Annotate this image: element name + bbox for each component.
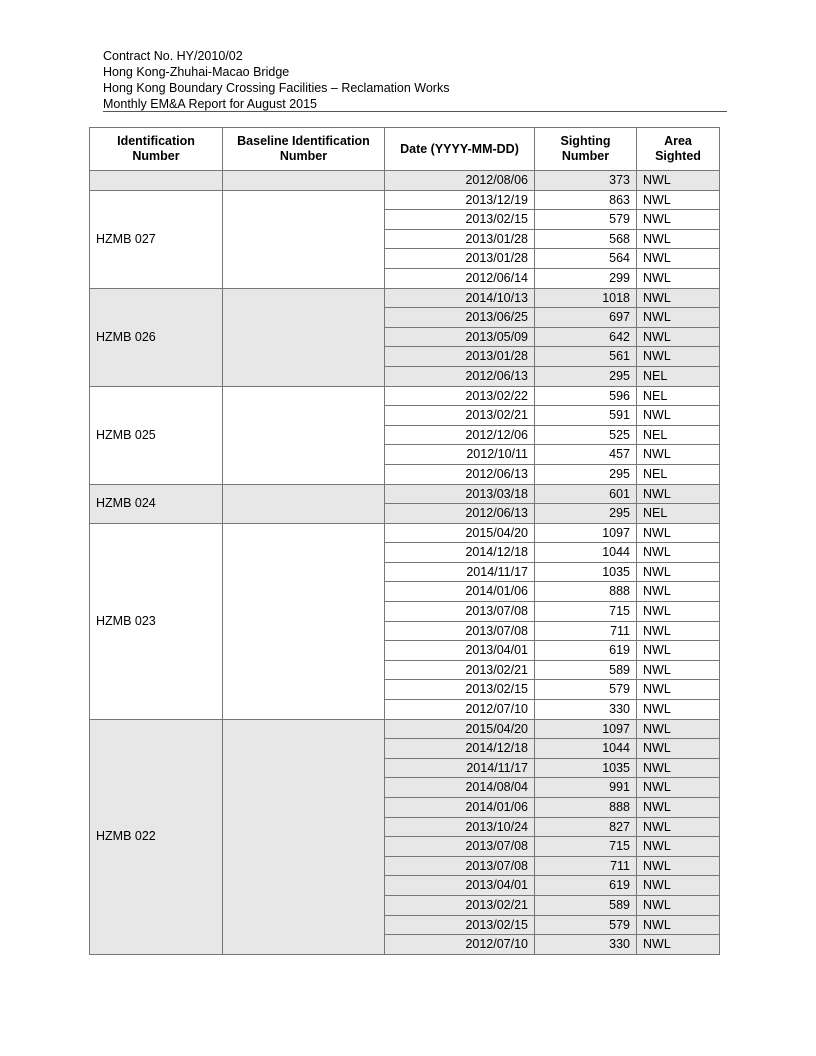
area-sighted-cell: NWL bbox=[637, 288, 720, 308]
baseline-identification-cell bbox=[223, 386, 385, 484]
date-cell: 2014/01/06 bbox=[385, 582, 535, 602]
date-cell: 2013/04/01 bbox=[385, 876, 535, 896]
sighting-number-cell: 373 bbox=[535, 171, 637, 191]
col-header-identification-number: Identification Number bbox=[90, 128, 223, 171]
date-cell: 2014/11/17 bbox=[385, 562, 535, 582]
sighting-number-cell: 591 bbox=[535, 406, 637, 426]
area-sighted-cell: NWL bbox=[637, 190, 720, 210]
sighting-number-cell: 295 bbox=[535, 366, 637, 386]
table-row bbox=[90, 523, 720, 543]
sighting-number-cell: 715 bbox=[535, 602, 637, 622]
sighting-number-cell: 1035 bbox=[535, 758, 637, 778]
sighting-number-cell: 295 bbox=[535, 504, 637, 524]
sighting-number-cell: 564 bbox=[535, 249, 637, 269]
area-sighted-cell: NWL bbox=[637, 876, 720, 896]
area-sighted-cell: NWL bbox=[637, 562, 720, 582]
date-cell: 2013/07/08 bbox=[385, 602, 535, 622]
area-sighted-cell: NWL bbox=[637, 347, 720, 367]
baseline-identification-cell bbox=[223, 190, 385, 288]
sighting-number-cell: 642 bbox=[535, 327, 637, 347]
area-sighted-cell: NWL bbox=[637, 582, 720, 602]
date-cell: 2014/01/06 bbox=[385, 798, 535, 818]
date-cell: 2012/06/13 bbox=[385, 504, 535, 524]
sighting-number-cell: 457 bbox=[535, 445, 637, 465]
identification-number-cell: HZMB 024 bbox=[90, 484, 223, 523]
report-title: Monthly EM&A Report for August 2015 bbox=[103, 97, 318, 111]
date-cell: 2014/11/17 bbox=[385, 758, 535, 778]
area-sighted-cell: NWL bbox=[637, 798, 720, 818]
identification-number-cell: HZMB 022 bbox=[90, 719, 223, 954]
col-header-baseline-identification-number: Baseline Identification Number bbox=[223, 128, 385, 171]
sighting-number-cell: 991 bbox=[535, 778, 637, 798]
area-sighted-cell: NWL bbox=[637, 660, 720, 680]
area-sighted-cell: NEL bbox=[637, 366, 720, 386]
sighting-number-cell: 619 bbox=[535, 876, 637, 896]
area-sighted-cell: NWL bbox=[637, 895, 720, 915]
baseline-identification-cell bbox=[223, 719, 385, 954]
sighting-number-cell: 579 bbox=[535, 210, 637, 230]
sighting-number-cell: 619 bbox=[535, 641, 637, 661]
sighting-number-cell: 579 bbox=[535, 915, 637, 935]
sighting-number-cell: 827 bbox=[535, 817, 637, 837]
date-cell: 2013/03/18 bbox=[385, 484, 535, 504]
date-cell: 2013/02/15 bbox=[385, 210, 535, 230]
sighting-number-cell: 888 bbox=[535, 582, 637, 602]
header-divider bbox=[103, 111, 727, 112]
area-sighted-cell: NWL bbox=[637, 445, 720, 465]
sighting-number-cell: 1097 bbox=[535, 523, 637, 543]
date-cell: 2013/07/08 bbox=[385, 856, 535, 876]
area-sighted-cell: NEL bbox=[637, 504, 720, 524]
sighting-number-cell: 561 bbox=[535, 347, 637, 367]
project-subtitle: Hong Kong Boundary Crossing Facilities – Reclamation Works bbox=[103, 81, 450, 95]
area-sighted-cell: NWL bbox=[637, 308, 720, 328]
table-row bbox=[90, 171, 720, 191]
date-cell: 2013/07/08 bbox=[385, 621, 535, 641]
col-header-area-sighted: Area Sighted bbox=[637, 128, 720, 171]
date-cell: 2013/05/09 bbox=[385, 327, 535, 347]
area-sighted-cell: NWL bbox=[637, 915, 720, 935]
date-cell: 2012/07/10 bbox=[385, 700, 535, 720]
date-cell: 2013/10/24 bbox=[385, 817, 535, 837]
identification-number-cell bbox=[90, 171, 223, 191]
sighting-number-cell: 601 bbox=[535, 484, 637, 504]
contract-number: Contract No. HY/2010/02 bbox=[103, 49, 243, 63]
date-cell: 2015/04/20 bbox=[385, 719, 535, 739]
date-cell: 2013/07/08 bbox=[385, 837, 535, 857]
area-sighted-cell: NWL bbox=[637, 837, 720, 857]
date-cell: 2013/01/28 bbox=[385, 249, 535, 269]
sighting-number-cell: 589 bbox=[535, 895, 637, 915]
area-sighted-cell: NWL bbox=[637, 778, 720, 798]
baseline-identification-cell bbox=[223, 288, 385, 386]
area-sighted-cell: NWL bbox=[637, 543, 720, 563]
date-cell: 2014/12/18 bbox=[385, 739, 535, 759]
date-cell: 2013/02/22 bbox=[385, 386, 535, 406]
date-cell: 2014/12/18 bbox=[385, 543, 535, 563]
date-cell: 2013/01/28 bbox=[385, 229, 535, 249]
table-header-row bbox=[90, 128, 720, 171]
area-sighted-cell: NWL bbox=[637, 268, 720, 288]
sighting-number-cell: 1018 bbox=[535, 288, 637, 308]
date-cell: 2013/12/19 bbox=[385, 190, 535, 210]
table-row bbox=[90, 719, 720, 739]
sighting-number-cell: 579 bbox=[535, 680, 637, 700]
col-header-sighting-number: Sighting Number bbox=[535, 128, 637, 171]
sighting-number-cell: 863 bbox=[535, 190, 637, 210]
area-sighted-cell: NWL bbox=[637, 523, 720, 543]
area-sighted-cell: NWL bbox=[637, 719, 720, 739]
area-sighted-cell: NEL bbox=[637, 425, 720, 445]
date-cell: 2012/06/13 bbox=[385, 464, 535, 484]
report-header bbox=[103, 48, 727, 112]
area-sighted-cell: NWL bbox=[637, 171, 720, 191]
date-cell: 2013/02/21 bbox=[385, 660, 535, 680]
area-sighted-cell: NEL bbox=[637, 464, 720, 484]
sighting-records-table bbox=[89, 127, 720, 955]
date-cell: 2013/02/15 bbox=[385, 915, 535, 935]
identification-number-cell: HZMB 027 bbox=[90, 190, 223, 288]
area-sighted-cell: NWL bbox=[637, 856, 720, 876]
area-sighted-cell: NEL bbox=[637, 386, 720, 406]
date-cell: 2013/01/28 bbox=[385, 347, 535, 367]
baseline-identification-cell bbox=[223, 171, 385, 191]
date-cell: 2014/10/13 bbox=[385, 288, 535, 308]
sighting-number-cell: 330 bbox=[535, 935, 637, 955]
date-cell: 2013/02/21 bbox=[385, 895, 535, 915]
identification-number-cell: HZMB 023 bbox=[90, 523, 223, 719]
area-sighted-cell: NWL bbox=[637, 229, 720, 249]
date-cell: 2012/07/10 bbox=[385, 935, 535, 955]
sighting-number-cell: 589 bbox=[535, 660, 637, 680]
table-body bbox=[90, 171, 720, 955]
area-sighted-cell: NWL bbox=[637, 680, 720, 700]
sighting-number-cell: 888 bbox=[535, 798, 637, 818]
sighting-number-cell: 295 bbox=[535, 464, 637, 484]
sighting-number-cell: 299 bbox=[535, 268, 637, 288]
area-sighted-cell: NWL bbox=[637, 739, 720, 759]
sighting-number-cell: 525 bbox=[535, 425, 637, 445]
area-sighted-cell: NWL bbox=[637, 641, 720, 661]
table-row bbox=[90, 288, 720, 308]
area-sighted-cell: NWL bbox=[637, 817, 720, 837]
baseline-identification-cell bbox=[223, 484, 385, 523]
sighting-number-cell: 330 bbox=[535, 700, 637, 720]
date-cell: 2012/06/14 bbox=[385, 268, 535, 288]
date-cell: 2013/02/21 bbox=[385, 406, 535, 426]
sighting-number-cell: 596 bbox=[535, 386, 637, 406]
sighting-number-cell: 568 bbox=[535, 229, 637, 249]
date-cell: 2012/06/13 bbox=[385, 366, 535, 386]
identification-number-cell: HZMB 026 bbox=[90, 288, 223, 386]
project-name: Hong Kong-Zhuhai-Macao Bridge bbox=[103, 65, 290, 79]
sighting-number-cell: 715 bbox=[535, 837, 637, 857]
area-sighted-cell: NWL bbox=[637, 327, 720, 347]
date-cell: 2013/02/15 bbox=[385, 680, 535, 700]
sighting-number-cell: 1097 bbox=[535, 719, 637, 739]
date-cell: 2013/04/01 bbox=[385, 641, 535, 661]
sighting-number-cell: 697 bbox=[535, 308, 637, 328]
table-row bbox=[90, 484, 720, 504]
sighting-number-cell: 711 bbox=[535, 856, 637, 876]
sighting-number-cell: 1035 bbox=[535, 562, 637, 582]
sighting-number-cell: 1044 bbox=[535, 543, 637, 563]
area-sighted-cell: NWL bbox=[637, 210, 720, 230]
baseline-identification-cell bbox=[223, 523, 385, 719]
area-sighted-cell: NWL bbox=[637, 406, 720, 426]
area-sighted-cell: NWL bbox=[637, 621, 720, 641]
date-cell: 2012/10/11 bbox=[385, 445, 535, 465]
date-cell: 2013/06/25 bbox=[385, 308, 535, 328]
date-cell: 2012/12/06 bbox=[385, 425, 535, 445]
area-sighted-cell: NWL bbox=[637, 602, 720, 622]
area-sighted-cell: NWL bbox=[637, 249, 720, 269]
col-header-date: Date (YYYY-MM-DD) bbox=[385, 128, 535, 171]
date-cell: 2012/08/06 bbox=[385, 171, 535, 191]
area-sighted-cell: NWL bbox=[637, 758, 720, 778]
date-cell: 2015/04/20 bbox=[385, 523, 535, 543]
sighting-number-cell: 1044 bbox=[535, 739, 637, 759]
date-cell: 2014/08/04 bbox=[385, 778, 535, 798]
area-sighted-cell: NWL bbox=[637, 484, 720, 504]
area-sighted-cell: NWL bbox=[637, 935, 720, 955]
table-row bbox=[90, 190, 720, 210]
identification-number-cell: HZMB 025 bbox=[90, 386, 223, 484]
table-row bbox=[90, 386, 720, 406]
area-sighted-cell: NWL bbox=[637, 700, 720, 720]
sighting-number-cell: 711 bbox=[535, 621, 637, 641]
